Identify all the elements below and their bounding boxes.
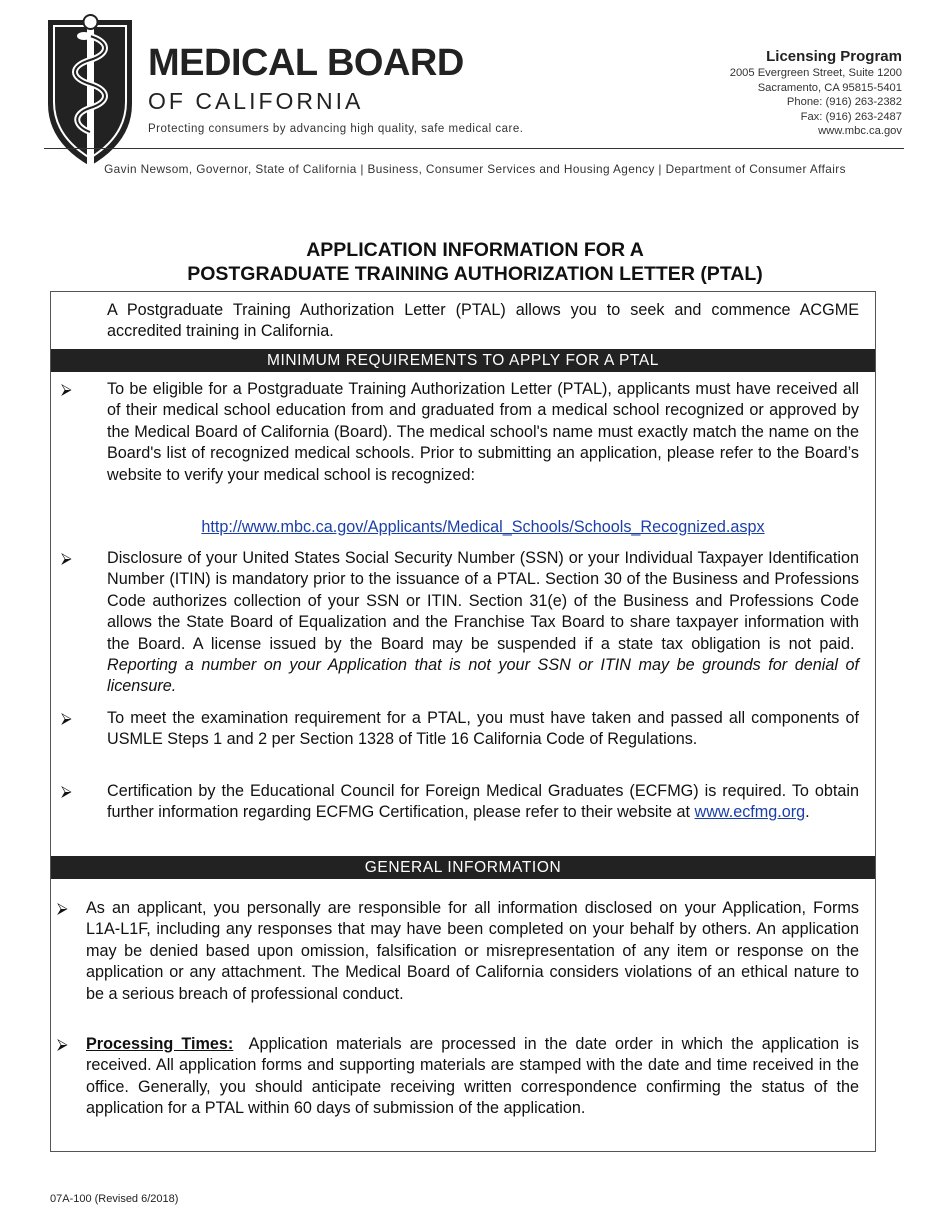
requirement-item-1: To be eligible for a Postgraduate Training Authorization Letter (PTAL), applicants must have received all of their medical school education from and graduated from a medical school recognized or approved by the Medical Board of California (Board). The medical school's name must exactly match the name on the Board's list of recognized medical schools. Prior to submitting an application, please refer to the Board’s website to verify your medical school is recognized: (107, 380, 859, 484)
ecfmg-period: . (805, 803, 810, 822)
bullet-arrow-icon: ⮚ (61, 550, 72, 567)
program-name: Licensing Program (766, 48, 902, 65)
fax-number: Fax: (916) 263-2487 (800, 110, 902, 123)
requirement-item-4 (107, 781, 859, 824)
recognized-schools-url[interactable]: http://www.mbc.ca.gov/Applicants/Medical_Schools/Schools_Recognized.aspx (201, 518, 765, 536)
ssn-disclosure-text: Disclosure of your United States Social Security Number (SSN) or your Individual Taxpayer Identification Number (ITIN) is mandatory prior to the issuance of a PTAL. Section 30 of the Business and Professions Code authorizes collection of your SSN or ITIN. Section 31(e) of the Business and Professions Code allows the State Board of Equalization and the Franchise Tax Board to share taxpayer information with the Board. A license issued by the Board may be suspended if a state tax obligation is not paid. (107, 549, 859, 653)
form-number: 07A-100 (Revised 6/2018) (50, 1193, 179, 1205)
title-line-2: POSTGRADUATE TRAINING AUTHORIZATION LETTER (PTAL) (187, 263, 763, 285)
bullet-arrow-icon: ⮚ (61, 710, 72, 727)
processing-times-label: Processing Times: (86, 1035, 234, 1053)
general-information-heading: GENERAL INFORMATION (51, 856, 875, 879)
minimum-requirements-heading: MINIMUM REQUIREMENTS TO APPLY FOR A PTAL (51, 349, 875, 372)
recognized-schools-link[interactable] (107, 517, 859, 538)
processing-times-text: Application materials are processed in the date order in which the application is received. All application forms and supporting materials are stamped with the date and time received in the office. Generally, you should anticipate receiving written correspondence confirming the status of the application for a PTAL within 60 days of submission of the application. (86, 1035, 859, 1118)
general-item-1: As an applicant, you personally are responsible for all information disclosed on your Application, Forms L1A-L1F, including any responses that may have been completed on your behalf by others. An application may be denied based upon omission, falsification or misrepresentation of any item or response on the application or any attachment. The Medical Board of California considers violations of an ethical nature to be a serious breach of professional conduct. (86, 899, 859, 1003)
bullet-arrow-icon: ⮚ (57, 1036, 68, 1053)
street-address: 2005 Evergreen Street, Suite 1200 (729, 67, 902, 79)
bullet-arrow-icon: ⮚ (61, 381, 72, 398)
phone-number: Phone: (916) 263-2382 (786, 96, 902, 108)
government-line: Gavin Newsom, Governor, State of California | Business, Consumer Services and Housing Agency | Department of Consumer Affairs (104, 162, 846, 176)
letterhead (0, 0, 950, 190)
ecfmg-link[interactable]: www.ecfmg.org (694, 803, 806, 822)
title-line-1: APPLICATION INFORMATION FOR A (306, 239, 644, 261)
intro-paragraph: A Postgraduate Training Authorization Letter (PTAL) allows you to seek and commence ACGME accredited training in California. (107, 301, 859, 341)
general-item-2 (86, 1034, 859, 1120)
ecfmg-text: Certification by the Educational Council for Foreign Medical Graduates (ECFMG) is required. To obtain further information regarding ECFMG Certification, please refer to their website at (107, 782, 859, 822)
tagline: Protecting consumers by advancing high quality, safe medical care. (148, 123, 524, 135)
website-link[interactable]: www.mbc.ca.gov (818, 125, 902, 137)
header-divider (44, 148, 904, 149)
ssn-warning-text: Reporting a number on your Application that is not your SSN or ITIN may be grounds for denial of licensure. (107, 656, 859, 696)
requirement-item-2 (107, 548, 859, 698)
board-state: OF CALIFORNIA (148, 88, 364, 114)
requirement-item-3: To meet the examination requirement for a PTAL, you must have taken and passed all components of USMLE Steps 1 and 2 per Section 1328 of Title 16 California Code of Regulations. (107, 709, 859, 749)
document-title (0, 238, 950, 286)
information-box (50, 291, 876, 1152)
bullet-arrow-icon: ⮚ (57, 900, 68, 917)
board-name: MEDICAL BOARD (148, 42, 464, 84)
contact-block (730, 48, 902, 139)
city-address: Sacramento, CA 95815-5401 (757, 81, 902, 94)
caduceus-shield-logo (44, 14, 136, 168)
bullet-arrow-icon: ⮚ (61, 783, 72, 800)
